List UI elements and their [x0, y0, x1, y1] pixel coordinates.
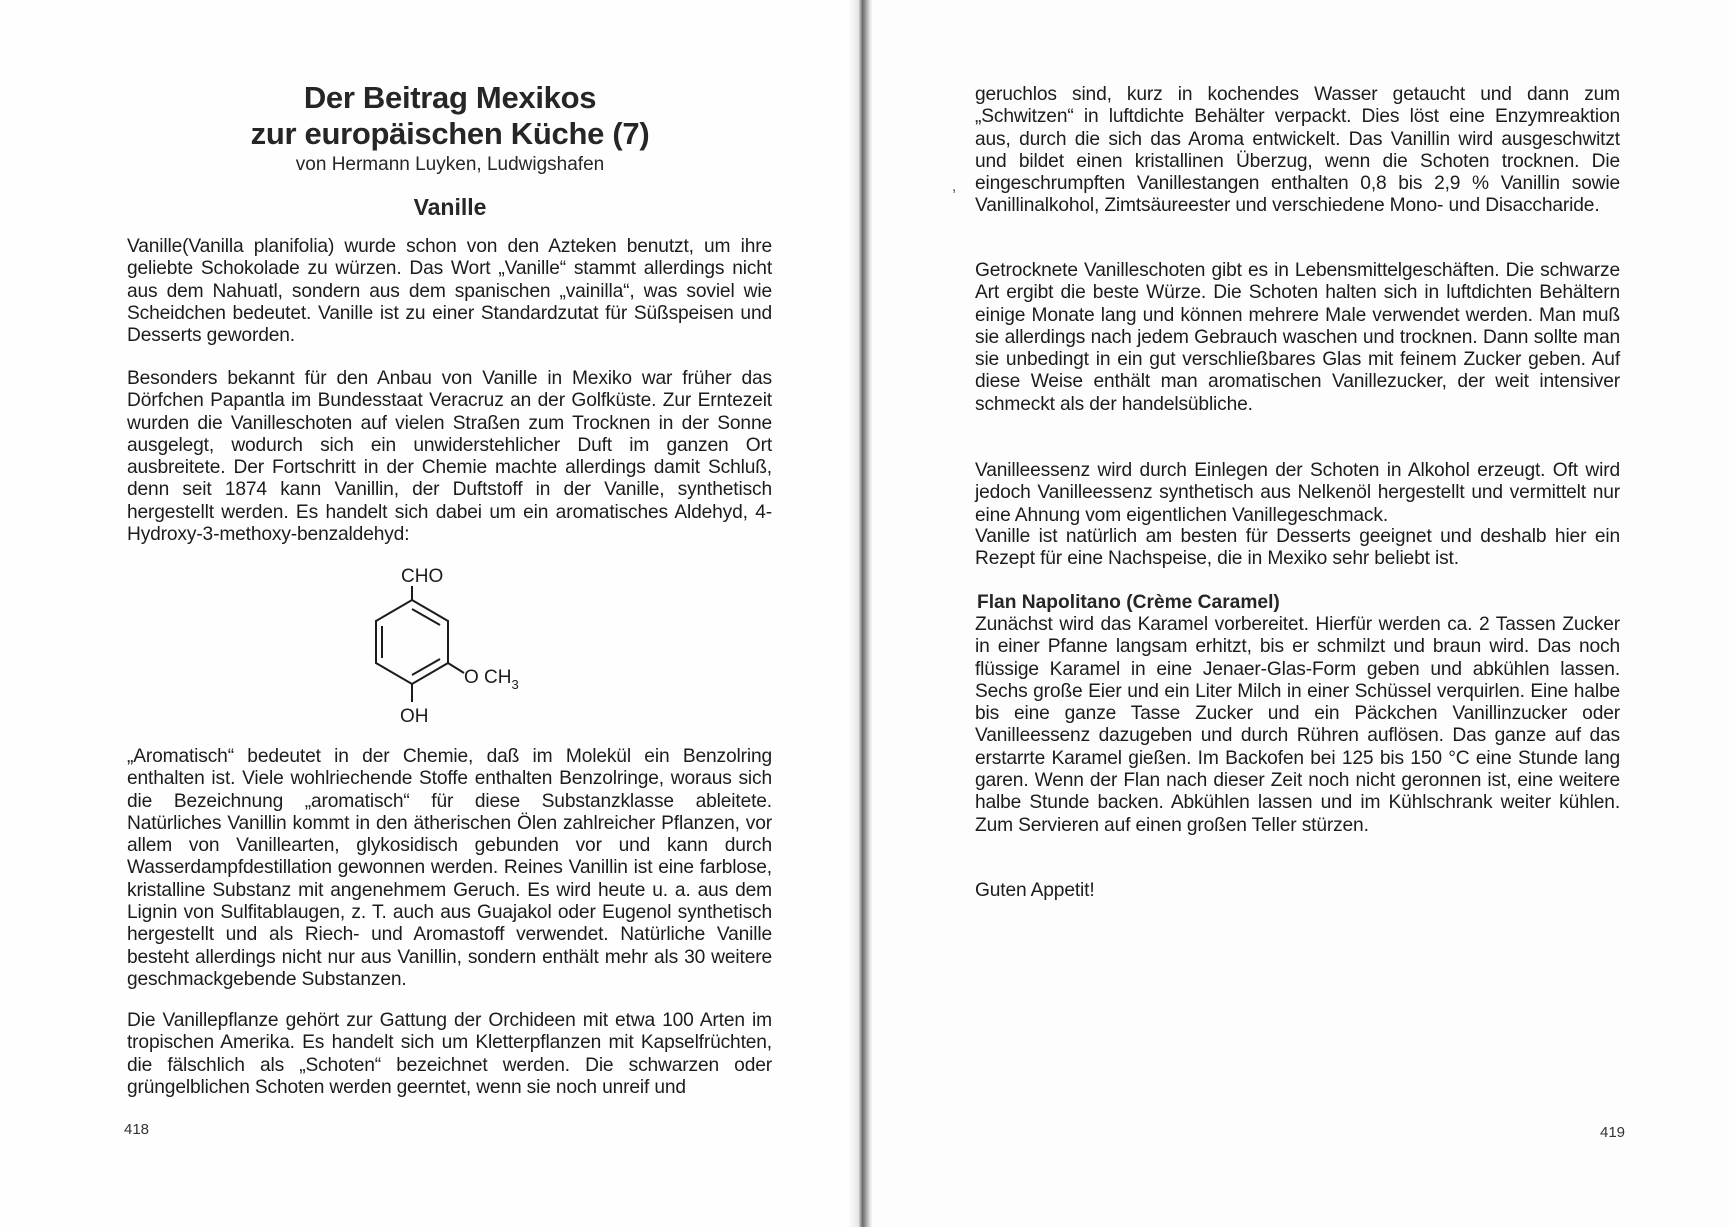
paragraph-orchid: Die Vanillepflanze gehört zur Gattung der Orchideen mit etwa 100 Arten im tropischen Amerika. Es handelt sich um Kletterpflanzen mit Kapselfrüchten, die fälschlich als „Schoten“ bezeichnet werden. Die schwarzen oder grüngelblichen Schoten werden geerntet, wenn sie noch unreif und — [127, 1010, 772, 1098]
closing-line: Guten Appetit! — [975, 880, 1095, 901]
formula-hydroxy-group: OH — [400, 706, 429, 727]
paragraph-intro: Vanille(Vanilla planifolia) wurde schon von den Azteken benutzt, um ihre geliebte Schokolade zu würzen. Das Wort „Vanille“ stammt allerdings nicht aus dem Nahuatl, sondern aus dem spanischen „vainilla“, was soviel wie Scheidchen bedeutet. Vanille ist zu einer Standardzutat für Süßspeisen und Desserts geworden. — [127, 236, 772, 347]
margin-mark: , — [952, 178, 957, 195]
paragraph-papantla: Besonders bekannt für den Anbau von Vanille in Mexiko war früher das Dörfchen Papantla im Bundesstaat Veracruz an der Golfküste. Zur Erntezeit wurden die Vanilleschoten auf vielen Straßen zum Trocknen in der Sonne ausgelegt, wodurch sich ein unwiderstehlicher Duft im ganzen Ort ausbreitete. Der Fortschritt in der Chemie machte allerdings damit Schluß, denn seit 1874 kann Vanillin, der Duftstoff in der Vanille, synthetisch hergestellt werden. Es handelt sich dabei um ein aromatisches Aldehyd, 4-Hydroxy-3-methoxy-benzaldehyd: — [127, 368, 772, 546]
page-number-left: 418 — [124, 1121, 150, 1138]
paragraph-essence: Vanilleessenz wird durch Einlegen der Schoten in Alkohol erzeugt. Oft wird jedoch Vanilleessenz synthetisch aus Nelkenöl hergestellt und vermittelt nur eine Ahnung vom eigentlichen Vanillegeschmack. — [975, 460, 1620, 526]
section-title: Vanille — [413, 194, 487, 220]
article-author: von Hermann Luyken, Ludwigshafen — [295, 154, 605, 175]
vanillin-structural-formula — [360, 552, 550, 727]
formula-methoxy-group: O $CH_3$ — [464, 667, 519, 692]
paragraph-curing: geruchlos sind, kurz in kochendes Wasser getaucht und dann zum „Schwitzen“ in luftdichte Behälter verpackt. Dies löst eine Enzymreaktion aus, durch die sich das Aroma entwickelt. Das Vanillin wird ausgeschwitzt und bildet einen kristallinen Überzug, wenn die Schoten trocknen. Die eingeschrumpften Vanillestangen enthalten 0,8 bis 2,9 % Vanillin sowie Vanillinalkohol, Zimtsäureester und verschiedene Mono- und Disaccharide. — [975, 84, 1620, 217]
paragraph-aromatic: „Aromatisch“ bedeutet in der Chemie, daß im Molekül ein Benzolring enthalten ist. Viele wohlriechende Stoffe enthalten Benzolringe, woraus sich die Bezeichnung „aromatisch“ für diese Substanzklasse ableitete. Natürliches Vanillin kommt in den ätherischen Ölen zahlreicher Pflanzen, vor allem von Vanillearten, glykosidisch gebunden vor und kann durch Wasserdampfdestillation gewonnen werden. Reines Vanillin ist eine farblose, kristalline Substanz mit angenehmem Geruch. Es wird heute u. a. aus dem Lignin von Sulfitablaugen, z. T. auch aus Guajakol oder Eugenol synthetisch hergestellt und als Riech- und Aromastoff verwendet. Natürliche Vanille besteht allerdings nicht nur aus Vanillin, sondern enthält mehr als 30 weitere geschmackgebende Substanzen. — [127, 746, 772, 990]
page-number-right: 419 — [1600, 1124, 1626, 1141]
left-page — [0, 0, 862, 1227]
formula-aldehyde-group: CHO — [401, 566, 444, 587]
paragraph-dried-pods: Getrocknete Vanilleschoten gibt es in Lebensmittelgeschäften. Die schwarze Art ergibt die beste Würze. Die Schoten halten sich in luftdichten Behältern einige Monate lang und können mehrere Male verwendet werden. Man muß sie allerdings nach jedem Gebrauch waschen und trocknen. Dann sollte man sie unbedingt in ein gut verschließbares Glas mit feinem Zucker geben. Auf diese Weise enthält man aromatischen Vanillezucker, der weit intensiver schmeckt als der handelsübliche. — [975, 260, 1620, 415]
recipe-instructions: Zunächst wird das Karamel vorbereitet. Hierfür werden ca. 2 Tassen Zucker in einer Pfanne langsam erhitzt, bis er schmilzt und braun wird. Das noch flüssige Karamel in eine Jenaer-Glas-Form geben und abkühlen lassen. Sechs große Eier und ein Liter Milch in einer Schüssel verquirlen. Eine halbe bis eine ganze Tasse Zucker und ein Päckchen Vanillinzucker oder Vanilleessenz dazugeben und durch Rühren auflösen. Das ganze auf das erstarrte Karamel gießen. Im Backofen bei 125 bis 150 °C eine Stunde lang garen. Wenn der Flan nach dieser Zeit noch nicht geronnen ist, eine weitere halbe Stunde backen. Abkühlen lassen und im Kühlschrank weiter kühlen. Zum Servieren auf einen großen Teller stürzen. — [975, 614, 1620, 836]
paragraph-recipe-intro: Vanille ist natürlich am besten für Desserts geeignet und deshalb hier ein Rezept für eine Nachspeise, die in Mexiko sehr beliebt ist. — [975, 526, 1620, 570]
article-title-line-1: Der Beitrag Mexikos — [303, 80, 597, 115]
article-title-line-2: zur europäischen Küche (7) — [250, 116, 650, 151]
recipe-title: Flan Napolitano (Crème Caramel) — [977, 592, 1280, 613]
